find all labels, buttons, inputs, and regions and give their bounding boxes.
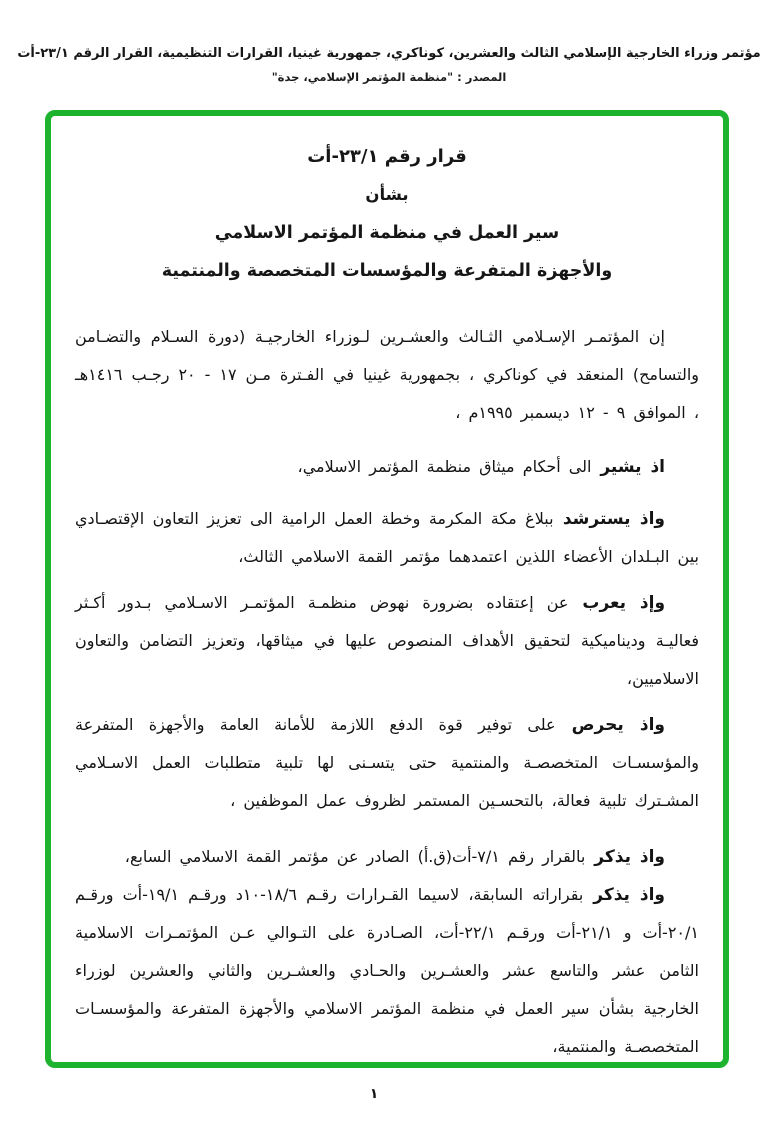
paragraph-lead: واذ يذكر	[583, 885, 666, 905]
resolution-subject-line1: سير العمل في منظمة المؤتمر الاسلامي	[214, 223, 560, 243]
paragraph-lead: واذ يسترشد	[553, 509, 665, 529]
paragraphs	[69, 318, 705, 1066]
paragraph-lead: وإذ يعرب	[568, 593, 666, 613]
paragraph	[75, 876, 699, 1066]
header-line-1: مؤتمر وزراء الخارجية الإسلامي الثالث والعشرين، كوناكري، جمهورية غينيا، القرارات التنظيمية، القرار الرقم ٢٣/١-أت	[17, 46, 761, 61]
paragraph	[75, 584, 699, 698]
paragraph-lead: واذ يذكر	[585, 847, 665, 867]
resolution-subject-word: بشأن	[365, 185, 409, 204]
paragraph-text: إن المؤتمـر الإسـلامي الثـالث والعشـرين لـوزراء الخارجيـة (دورة السـلام والتضـامن والتسامح) المنعقد في كوناكري ، بجمهورية غينيا في الفـترة مـن ١٧ - ٢٠ رجـب ١٤١٦هـ ، الموافق ٩ - ١٢ ديسمبر ١٩٩٥م ،	[75, 327, 699, 422]
resolution-subject-line2: والأجهزة المتفرعة والمؤسسات المتخصصة والمنتمية	[161, 261, 613, 281]
paragraph	[75, 500, 699, 576]
paragraph-text: على توفير قوة الدفع اللازمة للأمانة العامة والأجهزة المتفرعة والمؤسسـات المتخصصـة والمنتمية حتى يتسـنى لها تلبية متطلبات العمل الاسـلامي المشـترك تلبية فعالة، بالتحسـين المستمر لظروف عمل الموظفين ،	[75, 715, 699, 810]
paragraph-text: بالقرار رقم ٧/١-أت(ق.أ) الصادر عن مؤتمر القمة الاسلامي السابع،	[124, 847, 586, 866]
paragraph	[75, 838, 699, 876]
page-number: ١	[369, 1086, 379, 1102]
document-header	[10, 44, 768, 86]
paragraph-text: الى أحكام ميثاق منظمة المؤتمر الاسلامي،	[297, 457, 592, 476]
paragraph-text: عن إعتقاده بضرورة نهوض منظمـة المؤتمـر الاسـلامي بـدور أكـثر فعاليـة وديناميكية لتحقيق الأهداف المنصوص عليها في ميثاقها، وتعزيز التضامن والتعاون الاسلاميين،	[75, 593, 699, 688]
highlight-border-box	[45, 110, 729, 1068]
paragraph	[75, 448, 699, 486]
resolution-number: قرار رقم ٢٣/١-أت	[307, 146, 467, 167]
paragraph-text: بقراراته السابقة، لاسيما القـرارات رقـم ١٨/٦-١٠د ورقـم ١٩/١-أت ورقـم ٢٠/١-أت و ٢١/١-أت ورقـم ٢٢/١-أت، الصـادرة على التـوالي عـن المؤتمـرات الاسلامية الثامن عشر والتاسع عشر والعشـرين والحـادي والعشـرين والثاني والعشرين لوزراء الخارجية بشأن سير العمل في منظمة المؤتمر الاسلامي والأجهزة المتفرعة والمؤسسـات المتخصصـة والمنتمية،	[75, 885, 699, 1056]
paragraph	[75, 318, 699, 432]
paragraph-text: ببلاغ مكة المكرمة وخطة العمل الرامية الى تعزيز التعاون الإقتصـادي بين البـلدان الأعضاء اللذين اعتمدهما مؤتمر القمة الاسلامي الثالث،	[75, 509, 699, 566]
resolution-title	[69, 138, 705, 290]
paragraph-lead: واذ يحرص	[555, 715, 665, 735]
paragraph	[75, 706, 699, 820]
header-line-2: المصدر : "منظمة المؤتمر الإسلامي، جدة"	[271, 70, 507, 84]
paragraph-lead: اذ يشير	[591, 457, 665, 477]
